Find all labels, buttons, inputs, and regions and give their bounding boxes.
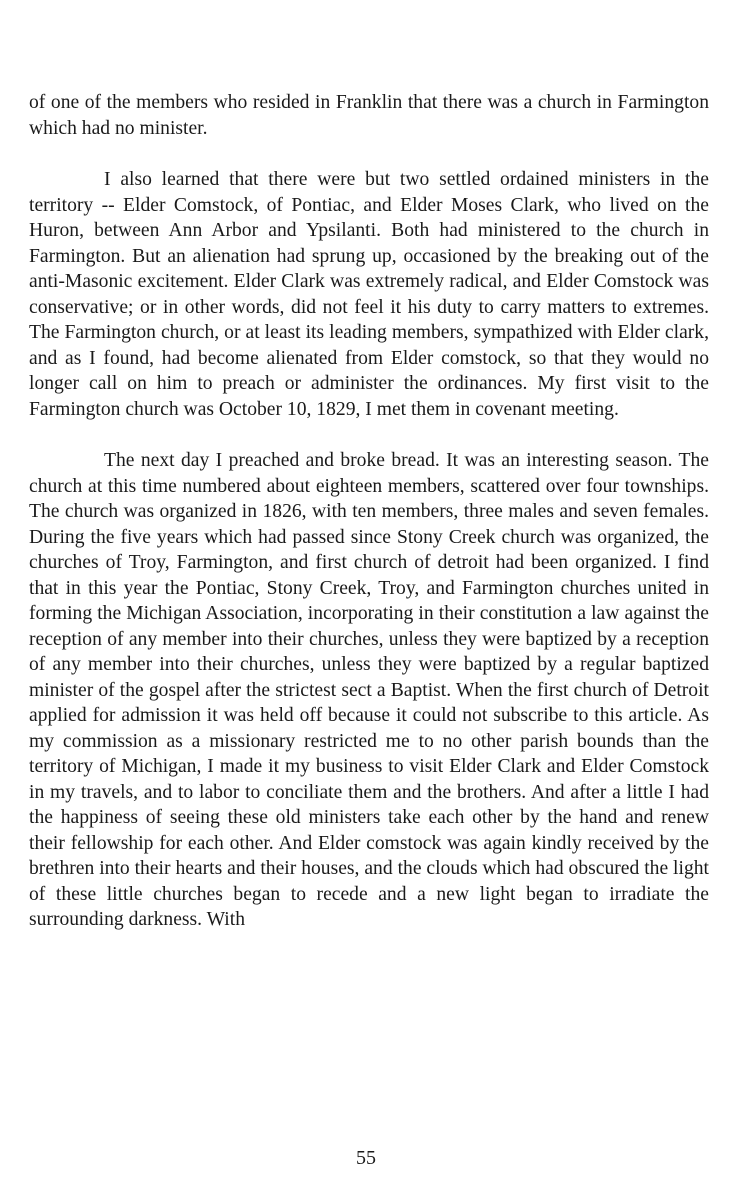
page-number: 55 — [356, 1147, 376, 1169]
page-body — [29, 90, 709, 933]
paragraph-ministers: I also learned that there were but two settled ordained ministers in the territory -- Elder Comstock, of Pontiac, and Elder Moses Clark, who lived on the Huron, between Ann Arbor and Ypsilanti. Both had ministered to the church in Farmington. But an alienation had sprung up, occasioned by the breaking out of the anti-Masonic excitement. Elder Clark was extremely radical, and Elder Comstock was conservative; or in other words, did not feel it his duty to carry matters to extremes. The Farmington church, or at least its leading members, sympathized with Elder clark, and as I found, had become alienated from Elder comstock, so that they would no longer call on him to preach or administer the ordinances. My first visit to the Farmington church was October 10, 1829, I met them in covenant meeting. — [29, 169, 709, 420]
paragraph-next-day: The next day I preached and broke bread. It was an interesting season. The church at this time numbered about eighteen members, scattered over four townships. The church was organized in 1826, with ten members, three males and seven females. During the five years which had passed since Stony Creek church was organized, the churches of Troy, Farmington, and first church of detroit had been organized. I find that in this year the Pontiac, Stony Creek, Troy, and Farmington churches united in forming the Michigan Association, incorporating in their constitution a law against the reception of any member into their churches, unless they were baptized by a reception of any member into their churches, unless they were baptized by a regular baptized minister of the gospel after the strictest sect a Baptist. When the first church of Detroit applied for admission it was held off because it could not subscribe to this article. As my commission as a missionary restricted me to no other parish bounds than the territory of Michigan, I made it my business to visit Elder Clark and Elder Comstock in my travels, and to labor to conciliate them and the brothers. And after a little I had the happiness of seeing these old ministers take each other by the hand and renew their fellowship for each other. And Elder comstock was again kindly received by the brethren into their hearts and their houses, and the clouds which had obscured the light of these little churches began to recede and a new light began to irradiate the surrounding darkness. With — [29, 450, 709, 930]
paragraph-continuation: of one of the members who resided in Franklin that there was a church in Farmington which had no minister. — [29, 92, 709, 139]
